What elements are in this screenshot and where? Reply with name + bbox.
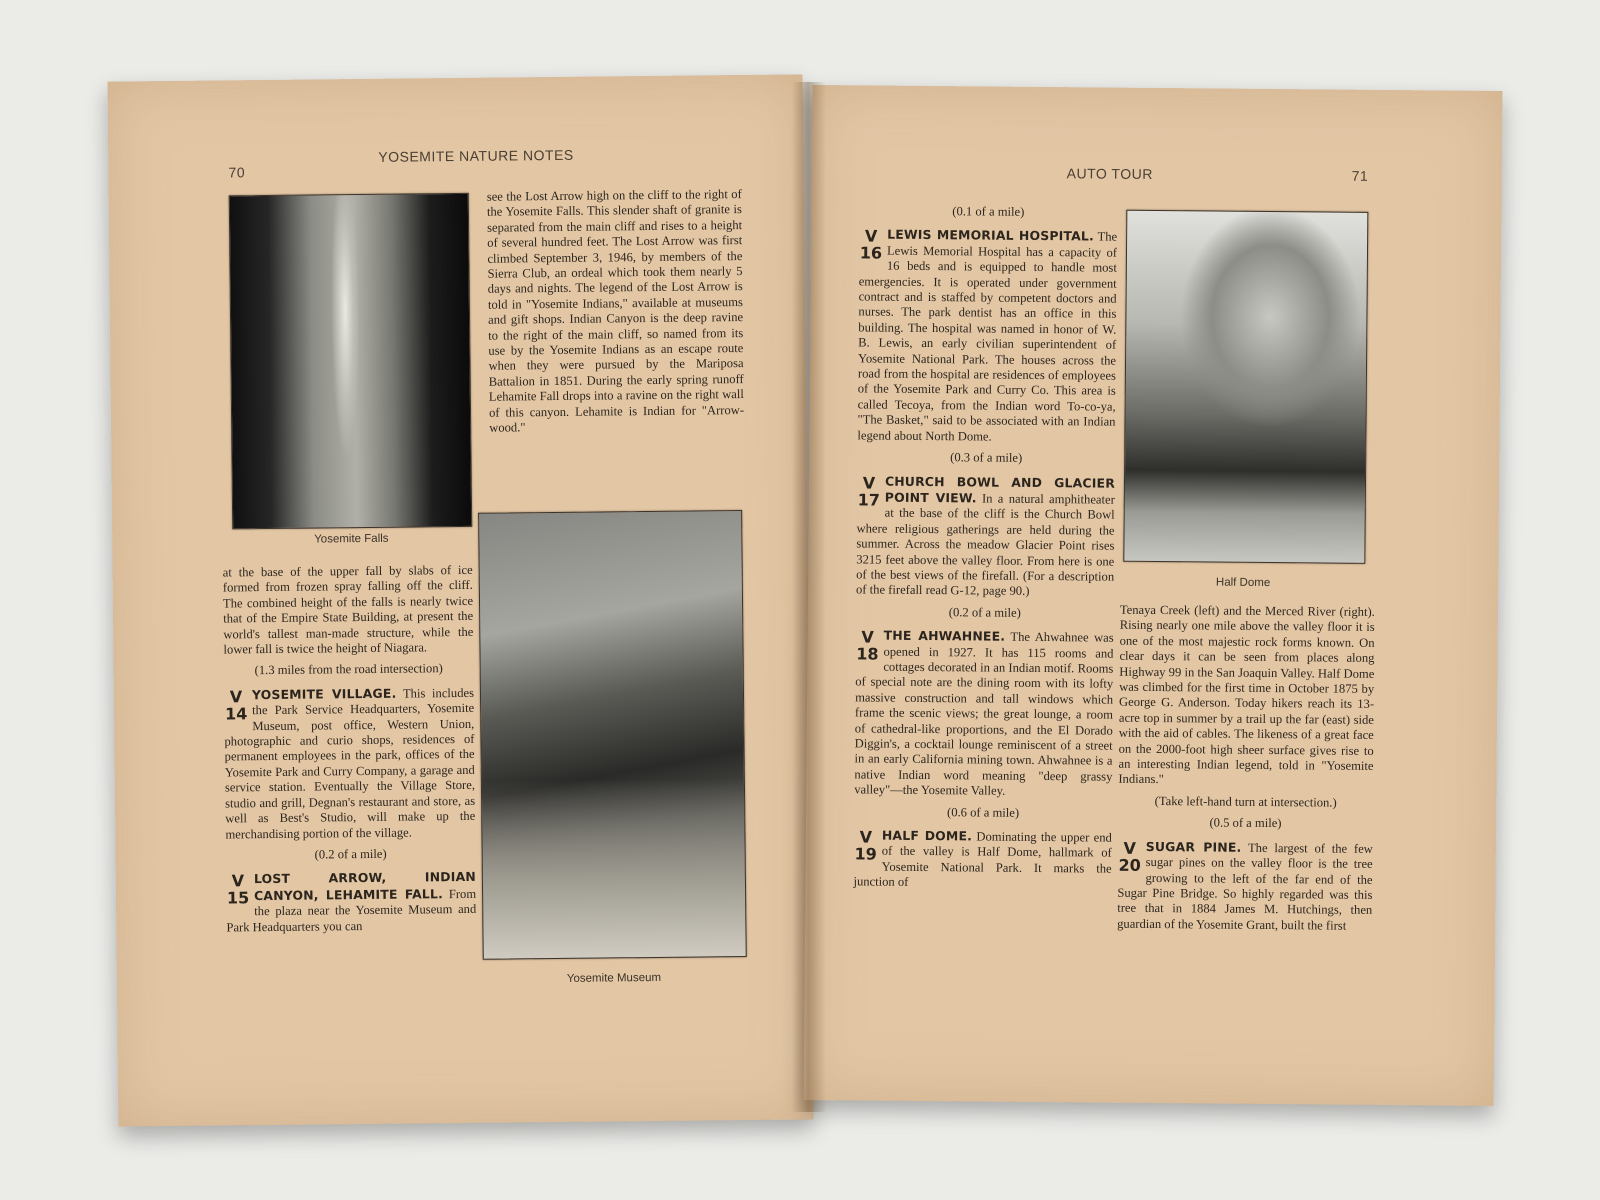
entry-text: The Lewis Memorial Hospital has a capacity of 16 beds and is equipped to handle most emergencies. It is operated under government contract and is staffed by competent doctors and nurses. The park dentist has an office in this building. The hospital was named in honor of W. B. Lewis, an early civilian superintendent of Yosemite National Park. The houses across the road from the hospital are residences of employees of the Yosemite Park and Curry Co. This area is called Tecoya, from the Indian word To-co-ya, "The Basket," said to be associated with an Indian legend about North Dome. <box>857 229 1118 444</box>
entry-title: YOSEMITE VILLAGE. <box>251 685 397 703</box>
left-col2-text: see the Lost Arrow high on the cliff to the right of the Yosemite Falls. This slender shaft of granite is separated from the main cliff and rises to a height of several hundred feet. The Lost Arrow was first climbed September 3, 1946, by members of the Sierra Club, an ordeal which took them nearly 5 days and nights. The legend of the Lost Arrow is told in "Yosemite Indians," available at museums and gift shops. Indian Canyon is the deep ravine to the right of the main cliff, so named from its use by the Yosemite Indians as an escape route when they were pursued by the Mariposa Battalion in 1851. During the early spring runoff Lehamite Fall drops into a ravine on the right wall of this canyon. Lehamite is Indian for "Arrow-wood." <box>486 187 745 435</box>
entry-title: SUGAR PINE. <box>1145 838 1242 855</box>
entry-title: LOST ARROW, INDIAN CANYON, LEHAMITE FALL. <box>253 869 476 903</box>
entry-title: CHURCH BOWL AND GLACIER POINT VIEW. <box>884 473 1116 506</box>
right-col1 <box>853 203 1117 896</box>
stop-marker-14: V 14 <box>224 687 248 724</box>
distance-note: (0.6 of a mile) <box>947 804 1020 820</box>
caption-yosemite-falls: Yosemite Falls <box>314 532 389 546</box>
entry-15 <box>226 869 477 935</box>
entry-19 <box>853 827 1112 892</box>
caption-half-dome: Half Dome <box>1215 576 1271 590</box>
left-page <box>108 74 814 1126</box>
distance-note: (0.2 of a mile) <box>314 846 387 862</box>
stop-marker-17: V 17 <box>857 472 881 510</box>
page-number-left: 70 <box>228 164 246 181</box>
right-col2 <box>1117 603 1375 938</box>
stop-marker-18: V 18 <box>856 627 879 664</box>
distance-note: (0.3 of a mile) <box>950 450 1023 465</box>
left-col1 <box>223 563 477 940</box>
distance-note: (0.2 of a mile) <box>948 604 1021 620</box>
photo-half-dome <box>1123 210 1368 564</box>
running-head-left: YOSEMITE NATURE NOTES <box>378 146 574 165</box>
entry-17 <box>856 473 1115 600</box>
distance-note: (0.1 of a mile) <box>952 204 1025 219</box>
stop-marker-15: V 15 <box>226 871 250 908</box>
page-number-right: 71 <box>1351 167 1369 184</box>
entry-20 <box>1117 838 1373 934</box>
entry-text: Dominating the upper end of the valley is Half Dome, hallmark of Yosemite National Park. It marks the junction of <box>853 829 1112 890</box>
entry-14 <box>224 685 476 843</box>
entry-16 <box>857 227 1117 446</box>
entry-text: The largest of the few sugar pines on the valley floor is the tree growing to the left of the far end of the Sugar Pine Bridge. So highly regarded was this tree that in 1884 James M. Hutchings, then guardian of the Yosemite Grant, built the first <box>1117 840 1373 933</box>
entry-text: This includes the Park Service Headquarters, Yosemite Museum, post office, Western Union, photographic and curio shops, residences of permanent employees in the park, offices of the Yosemite Park and Curry Company, a garage and service station. Eventually the Village Store, studio and grill, Degnan's restaurant and store, as well as Best's Studio, will make up the merchandising portion of the village. <box>224 685 476 841</box>
distance-note: (0.5 of a mile) <box>1209 815 1282 831</box>
entry-title: HALF DOME. <box>881 827 973 844</box>
caption-yosemite-museum: Yosemite Museum <box>566 971 662 985</box>
entry-text: From the plaza near the Yosemite Museum and Park Headquarters you can <box>226 886 477 935</box>
photo-yosemite-falls <box>229 193 472 529</box>
stop-marker-19: V 19 <box>854 827 877 864</box>
entry-text: In a natural amphitheater at the base of the cliff is the Church Bowl where religious gatherings are held during the summer. Across the meadow Glacier Point rises 3215 feet above the valley floor. From here is one of the best views of the firefall. (For a description of the firefall read G-12, page 90.) <box>855 491 1115 599</box>
turn-note: (Take left-hand turn at intersection.) <box>1154 793 1337 810</box>
stop-marker-16: V 16 <box>859 226 883 264</box>
right-page <box>804 85 1503 1106</box>
stop-marker-20: V 20 <box>1118 838 1141 875</box>
right-col2-text: Tenaya Creek (left) and the Merced River (right). Rising nearly one mile above the valley floor it is one of the most majestic rock forms known. On clear days it can be seen from places along Highway 99 in the San Joaquin Valley. Half Dome was climbed for the first time in October 1875 by George G. Anderson. Today hikers reach its 13-acre top in summer by a trail up the far (east) side with the aid of cables. The likeness of a great face on the 2000-foot high sheer surface gives rise to an interesting Indian legend, told in "Yosemite Indians." <box>1118 602 1375 787</box>
left-col1-text: at the base of the upper fall by slabs of ice formed from frozen spray falling off the cliff. The combined height of the falls is nearly twice that of the Empire State Building, at present the world's tallest man-made structure, while the lower fall is twice the height of Niagara. <box>222 562 474 657</box>
entry-text: The Ahwahnee was opened in 1927. It has 115 rooms and cottages decorated in an Indian motif. Rooms of special note are the dining room with its lofty massive construction and tall windows which frame the scenic views; the great lounge, a room of cathedral-like proportions, and the El Dorado Diggin's, a cocktail lounge reminiscent of a street in an early California mining town. Ahwahnee is a native Indian word meaning "deep grassy valley"—the Yosemite Valley. <box>854 629 1114 798</box>
running-head-right: AUTO TOUR <box>1066 165 1153 182</box>
entry-18 <box>854 628 1113 801</box>
photo-yosemite-museum <box>478 510 747 960</box>
distance-note: (1.3 miles from the road intersection) <box>254 661 443 678</box>
entry-title: THE AHWAHNEE. <box>883 627 1006 644</box>
entry-title: LEWIS MEMORIAL HOSPITAL. <box>887 227 1095 244</box>
